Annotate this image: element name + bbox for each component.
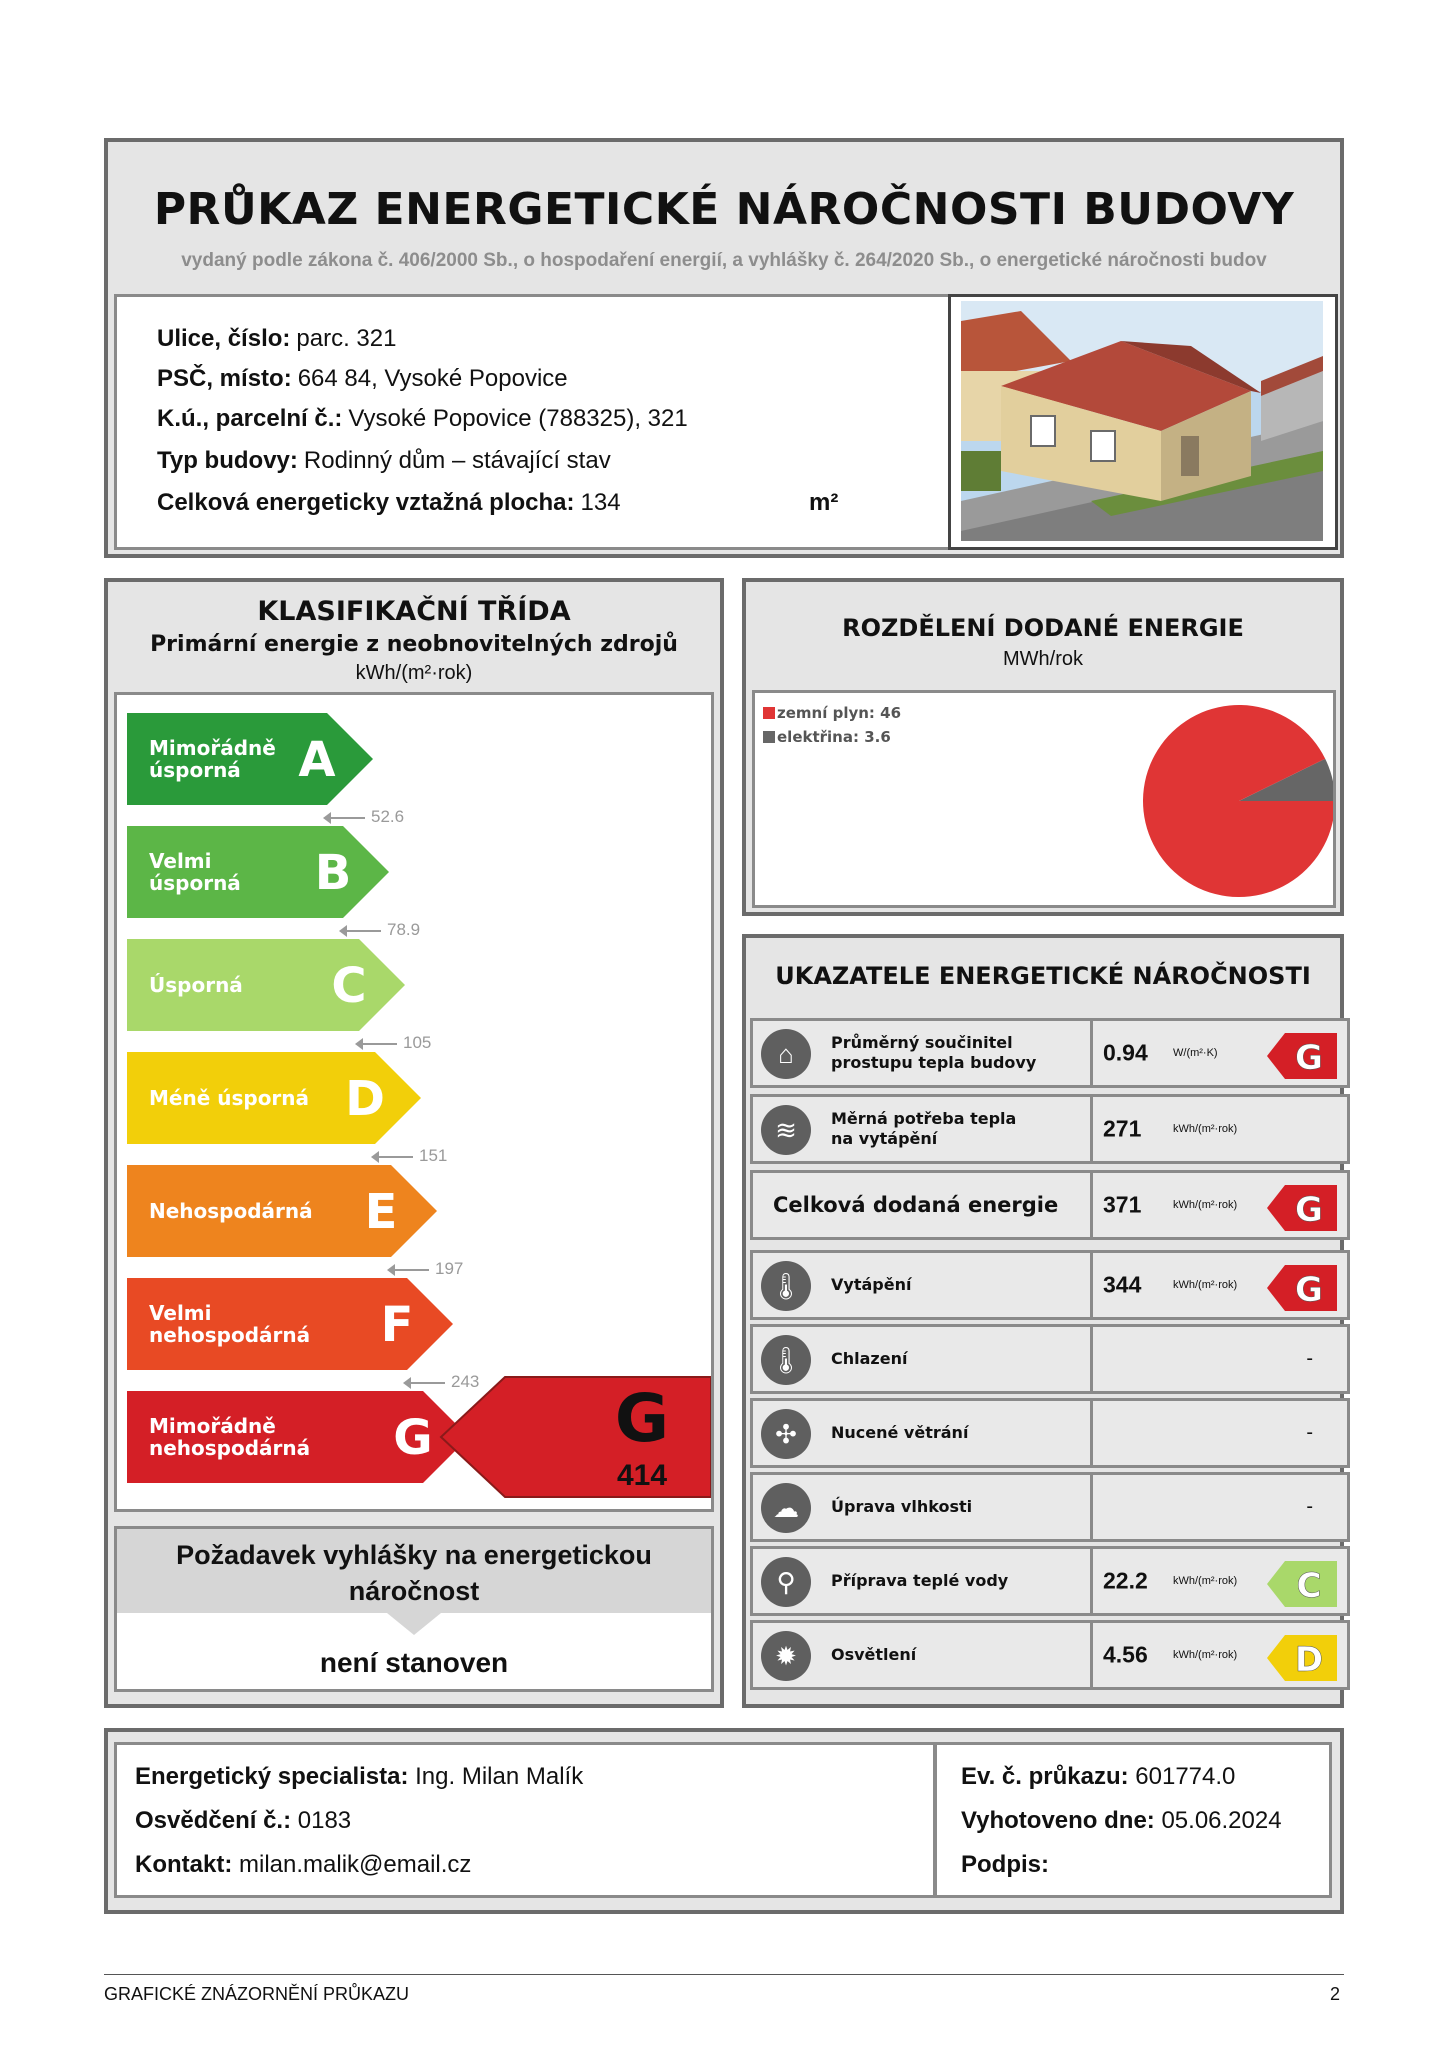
legend-label: zemní plyn: 46 [777, 704, 902, 722]
indicator-row [750, 1398, 1350, 1468]
class-threshold-B: 78.9 [341, 920, 420, 940]
street-row [157, 325, 396, 353]
class-bar-label: Velmi úsporná [149, 849, 241, 895]
type-row [157, 447, 611, 475]
date-label: Vyhotoveno dne: [961, 1807, 1155, 1834]
contact-row [135, 1851, 471, 1879]
building-photo-frame [948, 294, 1338, 550]
indicator-row [750, 1620, 1350, 1690]
indicator-row [750, 1472, 1350, 1542]
psc-label: PSČ, místo: [157, 365, 292, 392]
cert-label: Osvědčení č.: [135, 1807, 292, 1834]
type-label: Typ budovy: [157, 447, 298, 474]
class-scale-box [114, 692, 714, 1512]
legend-label: elektřina: 3.6 [777, 728, 891, 746]
cooling-icon: 🌡 [761, 1335, 811, 1385]
class-bar-letter: A [298, 732, 336, 788]
indicator-empty: - [1306, 1347, 1313, 1370]
indicator-name: Chlazení [831, 1349, 908, 1368]
building-info-box [114, 294, 954, 550]
distribution-panel [742, 578, 1344, 916]
indicator-name: Osvětlení [831, 1645, 917, 1664]
area-unit: m² [809, 489, 839, 516]
page-footer-rule [104, 1974, 1344, 1975]
house-icon: ⌂ [761, 1029, 811, 1079]
cert-value: 0183 [297, 1807, 352, 1834]
indicator-unit: kWh/(m²·rok) [1173, 1123, 1238, 1135]
fan-icon: ✣ [761, 1409, 811, 1459]
area-value: 134 [580, 489, 621, 516]
indicator-name: Příprava teplé vody [831, 1571, 1009, 1590]
class-bar-label: Velmi nehospodárná [149, 1301, 311, 1347]
indicator-row [750, 1546, 1350, 1616]
class-threshold-A: 52.6 [325, 807, 404, 827]
humidity-icon: ☁ [761, 1483, 811, 1533]
class-threshold-F: 243 [405, 1372, 479, 1392]
indicator-name: Celková dodaná energie [773, 1193, 1059, 1217]
indicators-title: UKAZATELE ENERGETICKÉ NÁROČNOSTI [775, 962, 1311, 990]
energy-pie-chart [755, 693, 1333, 905]
document-subtitle: vydaný podle zákona č. 406/2000 Sb., o hospodaření energií, a vyhlášky č. 264/2020 Sb., o energetické náročnosti budov [181, 250, 1267, 271]
building-photo [961, 301, 1323, 541]
contact-label: Kontakt: [135, 1851, 233, 1878]
ku-label: K.ú., parcelní č.: [157, 405, 343, 432]
class-bar-letter: G [393, 1410, 433, 1466]
indicator-value: 271 [1103, 1115, 1142, 1142]
street-label: Ulice, číslo: [157, 325, 291, 352]
street-value: parc. 321 [296, 325, 397, 352]
sign-row [961, 1851, 1049, 1879]
area-row [157, 489, 621, 517]
class-bar-label: Mimořádně nehospodárná [149, 1414, 311, 1460]
class-bar-letter: F [380, 1297, 414, 1353]
indicator-name: Vytápění [831, 1275, 912, 1294]
indicator-unit: kWh/(m²·rok) [1173, 1199, 1238, 1211]
legend-swatch [763, 731, 775, 743]
indicator-value: 0.94 [1103, 1039, 1148, 1066]
sign-label: Podpis: [961, 1851, 1049, 1878]
class-bar-letter: C [331, 958, 367, 1014]
lightbulb-icon: ✹ [761, 1631, 811, 1681]
indicator-class-badge [1267, 1033, 1337, 1079]
specialist-box [114, 1742, 936, 1898]
class-threshold-C: 105 [357, 1033, 431, 1053]
ev-row [961, 1763, 1235, 1791]
area-label: Celková energeticky vztažná plocha: [157, 489, 575, 516]
requirement-box [114, 1526, 714, 1692]
class-bar-C [127, 939, 405, 1031]
page-footer-title: GRAFICKÉ ZNÁZORNĚNÍ PRŮKAZU [104, 1984, 410, 2004]
indicator-unit: W/(m²·K) [1173, 1047, 1218, 1059]
requirement-value: není stanoven [319, 1647, 509, 1678]
ku-row [157, 405, 688, 433]
indicator-class-badge [1267, 1635, 1337, 1681]
specialist-label: Energetický specialista: [135, 1763, 409, 1790]
indicator-empty: - [1306, 1495, 1313, 1518]
class-bar-D [127, 1052, 421, 1144]
indicator-value: 4.56 [1103, 1641, 1148, 1668]
distribution-chart-box [752, 690, 1336, 908]
distribution-unit: MWh/rok [1003, 648, 1083, 670]
psc-row [157, 365, 568, 393]
class-bar-label: Nehospodárná [149, 1199, 313, 1223]
tap-icon: ⚲ [761, 1557, 811, 1607]
indicators-panel [742, 934, 1344, 1708]
result-value: 414 [616, 1459, 668, 1492]
class-bar-E [127, 1165, 437, 1257]
cert-row [135, 1807, 351, 1835]
indicator-row [750, 1170, 1350, 1240]
ev-value: 601774.0 [1135, 1763, 1236, 1790]
indicator-value: 22.2 [1103, 1567, 1148, 1594]
date-row [961, 1807, 1282, 1835]
indicator-value: 371 [1103, 1191, 1142, 1218]
classification-subtitle: Primární energie z neobnovitelných zdrojů [150, 632, 678, 657]
result-marker [441, 1377, 711, 1497]
psc-value: 664 84, Vysoké Popovice [297, 365, 568, 392]
class-bar-label: Mimořádně úsporná [149, 736, 276, 782]
class-threshold-D: 151 [373, 1146, 447, 1166]
svg-text:G: G [1295, 1270, 1323, 1310]
indicator-value: 344 [1103, 1271, 1142, 1298]
certificate-box [934, 1742, 1332, 1898]
indicator-row [750, 1018, 1350, 1088]
class-threshold-E: 197 [389, 1259, 463, 1279]
header-panel [104, 138, 1344, 558]
class-bar-letter: D [345, 1071, 385, 1127]
indicator-unit: kWh/(m²·rok) [1173, 1575, 1238, 1587]
specialist-panel [104, 1728, 1344, 1914]
indicator-class-badge [1267, 1265, 1337, 1311]
type-value: Rodinný dům – stávající stav [303, 447, 611, 474]
class-bar-G [127, 1391, 469, 1483]
ev-label: Ev. č. průkazu: [961, 1763, 1129, 1790]
svg-text:C: C [1296, 1566, 1322, 1606]
requirement-title: Požadavek vyhlášky na energetickou náročnost [176, 1540, 652, 1606]
legend-swatch [763, 707, 775, 719]
indicator-name: Nucené větrání [831, 1423, 969, 1442]
indicator-empty: - [1306, 1421, 1313, 1444]
class-bar-F [127, 1278, 453, 1370]
svg-text:G: G [1295, 1190, 1323, 1230]
page-number: 2 [1330, 1984, 1341, 2004]
indicator-row [750, 1250, 1350, 1320]
contact-value: milan.malik@email.cz [239, 1851, 472, 1878]
date-value: 05.06.2024 [1161, 1807, 1282, 1834]
class-bar-letter: B [314, 845, 352, 901]
indicator-unit: kWh/(m²·rok) [1173, 1279, 1238, 1291]
indicator-name: Měrná potřeba tepla na vytápění [831, 1109, 1017, 1148]
svg-text:G: G [1295, 1038, 1323, 1078]
class-bar-label: Úsporná [149, 973, 243, 997]
distribution-title: ROZDĚLENÍ DODANÉ ENERGIE [842, 614, 1244, 642]
document-title: PRŮKAZ ENERGETICKÉ NÁROČNOSTI BUDOVY [153, 184, 1295, 235]
indicator-name: Průměrný součinitel prostupu tepla budovy [831, 1033, 1037, 1072]
class-bar-letter: E [364, 1184, 398, 1240]
indicator-class-badge [1267, 1561, 1337, 1607]
indicator-unit: kWh/(m²·rok) [1173, 1649, 1238, 1661]
classification-panel [104, 578, 724, 1708]
indicator-class-badge [1267, 1185, 1337, 1231]
specialist-row [135, 1763, 583, 1791]
heat-thermometer-icon: ≋ [761, 1105, 811, 1155]
classification-title: KLASIFIKAČNÍ TŘÍDA [257, 596, 571, 627]
svg-text:D: D [1294, 1640, 1324, 1680]
heating-icon: 🌡 [761, 1261, 811, 1311]
indicator-row [750, 1324, 1350, 1394]
indicator-row [750, 1094, 1350, 1164]
indicator-name: Úprava vlhkosti [831, 1497, 973, 1516]
class-bar-label: Méně úsporná [149, 1086, 310, 1110]
class-bar-B [127, 826, 389, 918]
pie-slice-0 [1143, 705, 1333, 897]
specialist-value: Ing. Milan Malík [415, 1763, 584, 1790]
result-letter: G [614, 1380, 670, 1457]
classification-unit: kWh/(m²·rok) [355, 662, 473, 684]
class-bar-A [127, 713, 373, 805]
ku-value: Vysoké Popovice (788325), 321 [348, 405, 688, 432]
